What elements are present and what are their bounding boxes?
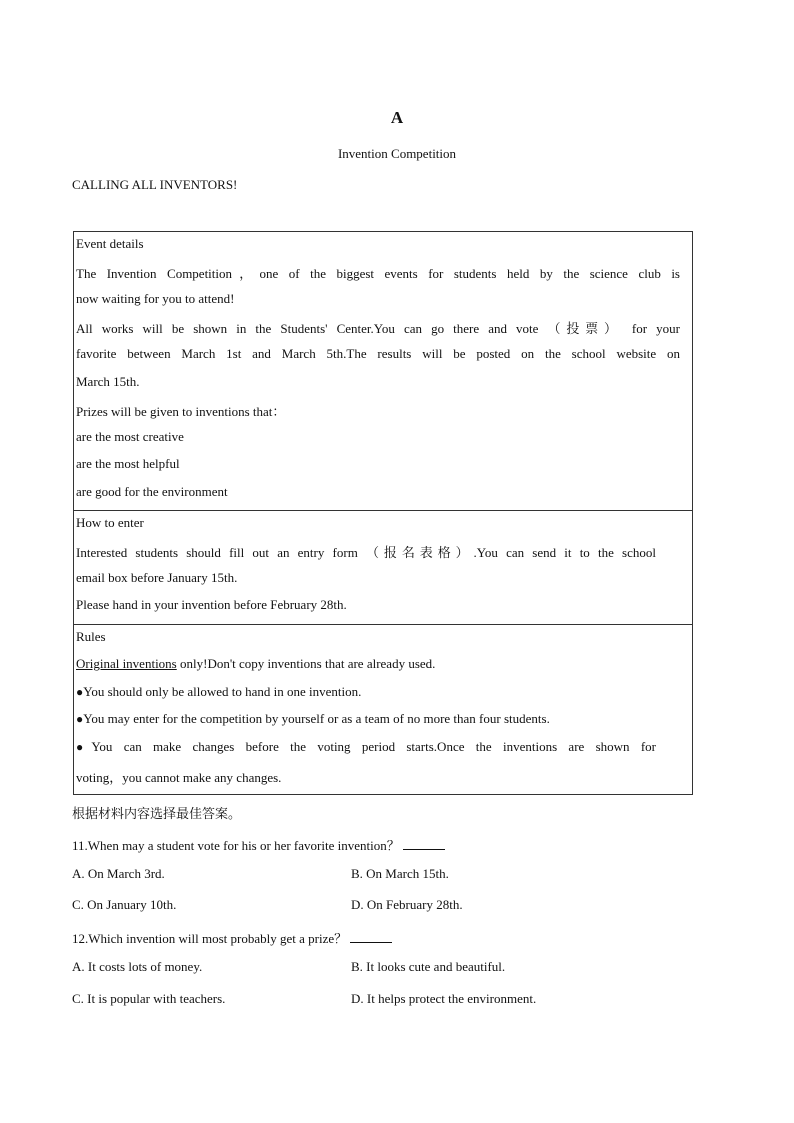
option-a[interactable]: A. On March 3rd. (72, 866, 165, 881)
event-details-line: favorite between March 1st and March 5th.The results will be posted on the school website on (76, 346, 680, 361)
rules-bullet-text: You may enter for the competition by yourself or as a team of no more than four students. (83, 711, 550, 726)
rules-bullet-text: You can make changes before the voting period starts.Once the inventions are shown for (91, 739, 657, 754)
rules-box (73, 624, 693, 795)
question-11 (72, 835, 445, 854)
answer-blank (350, 930, 392, 943)
rules-bullet-item (76, 739, 656, 755)
prize-criterion: are the most helpful (76, 456, 180, 471)
question-text: Which invention will most probably get a prize？ (88, 931, 348, 946)
rules-heading: Rules (76, 629, 106, 644)
option-b[interactable]: B. On March 15th. (351, 866, 449, 881)
question-number: 11. (72, 838, 88, 853)
bullet-icon: ● (76, 740, 92, 754)
option-c[interactable]: C. It is popular with teachers. (72, 991, 226, 1006)
rules-bullet-text: You should only be allowed to hand in one invention. (83, 684, 362, 699)
event-details-line: Prizes will be given to inventions that： (76, 404, 286, 419)
option-d[interactable]: D. On February 28th. (351, 897, 463, 912)
instruction: 根据材料内容选择最佳答案。 (72, 807, 242, 822)
how-to-enter-heading: How to enter (76, 515, 144, 530)
underlined-phrase: Original inventions (76, 656, 177, 671)
rules-line-rest: only!Don't copy inventions that are already used. (176, 656, 436, 671)
how-to-enter-line: Interested students should fill out an entry form （报名表格）.You can send it to the school (76, 545, 656, 560)
event-details-box (73, 231, 693, 511)
event-details-line: The Invention Competition，one of the biggest events for students held by the science club is (76, 266, 680, 281)
answer-blank (403, 837, 445, 850)
bullet-icon: ● (76, 712, 84, 726)
rules-bullet-item (76, 684, 361, 700)
option-d[interactable]: D. It helps protect the environment. (351, 991, 537, 1006)
option-a[interactable]: A. It costs lots of money. (72, 959, 203, 974)
passage-title: Invention Competition (337, 146, 457, 161)
section-letter: A (390, 108, 404, 127)
prize-criterion: are the most creative (76, 429, 184, 444)
rules-line (76, 656, 435, 672)
event-details-line: March 15th. (76, 374, 140, 389)
rules-bullet-item (76, 711, 550, 727)
question-text: When may a student vote for his or her favorite invention？ (87, 838, 400, 853)
question-number: 12. (72, 931, 89, 946)
event-details-line: All works will be shown in the Students' Center.You can go there and vote （投票） for your (76, 321, 680, 336)
question-12 (72, 928, 392, 947)
event-details-line: now waiting for you to attend! (76, 291, 235, 306)
calling-heading: CALLING ALL INVENTORS! (72, 177, 238, 192)
how-to-enter-box (73, 510, 693, 625)
option-b[interactable]: B. It looks cute and beautiful. (351, 959, 506, 974)
rules-line: voting，you cannot make any changes. (76, 770, 282, 785)
how-to-enter-line: Please hand in your invention before February 28th. (76, 597, 347, 612)
prize-criterion: are good for the environment (76, 484, 228, 499)
option-c[interactable]: C. On January 10th. (72, 897, 177, 912)
event-details-heading: Event details (76, 236, 144, 251)
bullet-icon: ● (76, 685, 84, 699)
how-to-enter-line: email box before January 15th. (76, 570, 238, 585)
